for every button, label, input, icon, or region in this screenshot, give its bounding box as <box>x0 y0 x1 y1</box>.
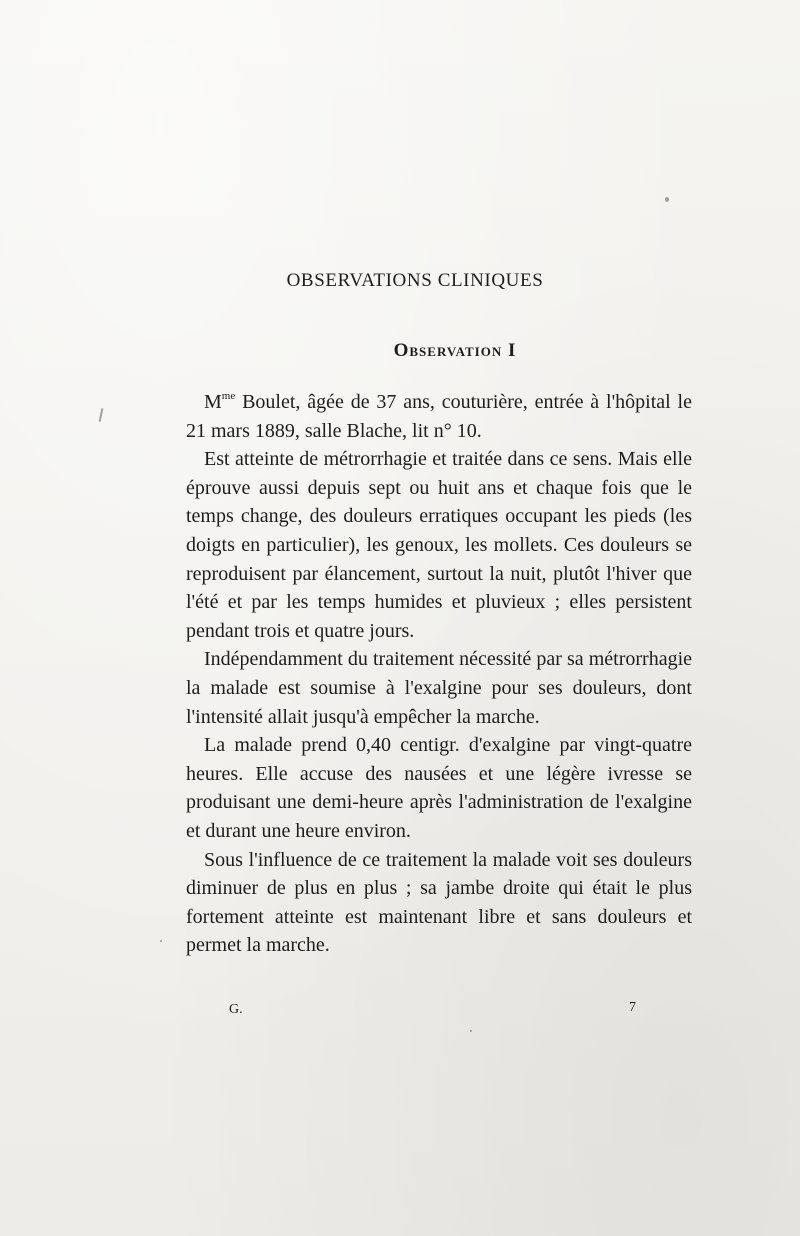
paragraph-5: Sous l'influence de ce traitement la malade voit ses douleurs diminuer de plus en plus ; sa jambe droite qui était le plus fortement atteinte est maintenant libre et sans douleurs et permet la marche. <box>186 848 692 957</box>
paragraph-1-text: Boulet, âgée de 37 ans, couturière, entrée à l'hôpital le 21 mars 1889, salle Blache, lit n° 10. <box>186 391 692 442</box>
paragraph-3: Indépendamment du traitement nécessité par sa métrorrhagie la malade est soumise à l'exalgine pour ses douleurs, dont l'intensité allait jusqu'à empêcher la marche. <box>186 648 692 728</box>
observation-title: Observation I <box>393 340 517 361</box>
show-through-bleed <box>300 160 660 230</box>
body-text <box>186 388 692 960</box>
title-prefix: M <box>204 391 222 413</box>
title-superscript: me <box>221 390 236 402</box>
ink-speck <box>99 408 104 422</box>
section-heading: OBSERVATIONS CLINIQUES <box>286 270 544 291</box>
ink-speck <box>665 197 669 202</box>
paragraph-4: La malade prend 0,40 centigr. d'exalgine par vingt-quatre heures. Elle accuse des nausées et une légère ivresse se produisant une demi-heure après l'administration de l'exalgine et durant une heure environ. <box>186 734 692 842</box>
paragraph-1 <box>186 388 692 445</box>
signature-mark: G. <box>229 1002 243 1017</box>
page-number: 7 <box>629 1000 636 1015</box>
ink-speck <box>470 1030 472 1032</box>
ink-speck <box>160 940 162 942</box>
paragraph-2: Est atteinte de métrorrhagie et traitée dans ce sens. Mais elle éprouve aussi depuis sept ou huit ans et chaque fois que le temps change, des douleurs erratiques occupant les pieds (les doigts en particulier), les genoux, les mollets. Ces douleurs se reproduisent par élancement, surtout la nuit, plutôt l'hiver que l'été et par les temps humides et pluvieux ; elles persistent pendant trois et quatre jours. <box>186 448 692 642</box>
